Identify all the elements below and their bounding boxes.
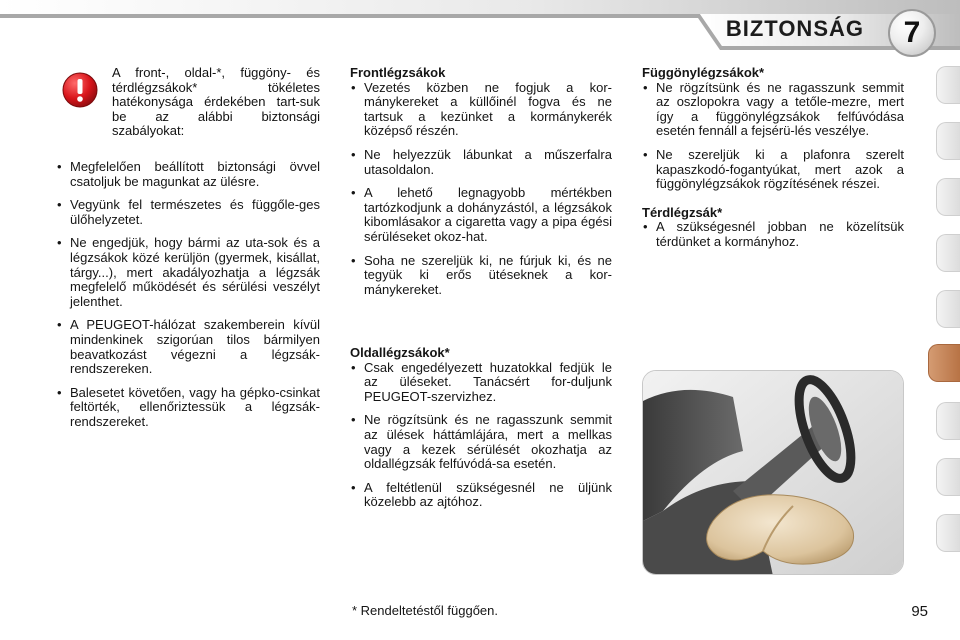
front-airbags-heading: Frontlégzsákok	[350, 65, 446, 80]
chapter-tab[interactable]	[936, 514, 960, 552]
curtain-knee-airbags-section	[642, 66, 904, 259]
list-item: • Ne helyezzük lábunkat a műszerfalra utasoldalon.	[350, 148, 612, 177]
chapter-tab-active[interactable]	[928, 344, 960, 382]
chapter-tab[interactable]	[936, 178, 960, 216]
exclamation-warning-icon	[62, 72, 98, 108]
list-item: • Ne rögzítsünk és ne ragasszunk semmit az ülések háttámlájára, mert a mellkas vagy a kezek sérülését okozhatja az oldallégzsák felfúvódá-sa esetén.	[350, 413, 612, 471]
page-header	[0, 0, 960, 62]
intro-paragraph: A front-, oldal-*, függöny- és térdlégzsákok* tökéletes hatékonysága érdekében tart-suk be az alábbi biztonsági szabályokat:	[112, 65, 320, 139]
list-item: • Ne engedjük, hogy bármi az uta-sok és a légzsákok közé kerüljön (gyermek, kisállat, tárgy...), mert akadályozhatja a légzsák megfelelő működését és sérülési veszélyt jelenthet.	[56, 236, 320, 309]
list-item: • Soha ne szereljük ki, ne fúrjuk ki, és ne tegyük ki erős ütéseknek a kor-mánykereket.	[350, 254, 612, 298]
knee-airbag-illustration	[642, 370, 904, 575]
list-item: • Ne szereljük ki a plafonra szerelt kapaszkodó-fogantyúkat, mert azok a függönylégzsákok rögzítésének részei.	[642, 148, 904, 192]
chapter-tab[interactable]	[936, 458, 960, 496]
page-number: 95	[911, 603, 928, 620]
general-rules	[56, 160, 320, 439]
chapter-tab[interactable]	[936, 402, 960, 440]
chapter-number-badge: 7	[888, 9, 936, 57]
list-item: • Vegyünk fel természetes és függőle-ges ülőhelyzetet.	[56, 198, 320, 227]
list-item: • Megfelelően beállított biztonsági övvel csatoljuk be magunkat az ülésre.	[56, 160, 320, 189]
chapter-tab[interactable]	[936, 234, 960, 272]
list-item: • A feltétlenül szükségesnél ne üljünk közelebb az ajtóhoz.	[350, 481, 612, 510]
section-title: BIZTONSÁG	[725, 16, 864, 41]
front-airbags-section	[350, 66, 612, 306]
chapter-tab[interactable]	[936, 66, 960, 104]
footnote: * Rendeltetéstől függően.	[352, 603, 498, 618]
knee-airbag-heading: Térdlégzsák*	[642, 204, 723, 220]
list-item: • Balesetet követően, vagy ha gépko-csinkat feltörték, ellenőriztessük a légzsák-rendszereket.	[56, 386, 320, 430]
side-airbags-heading: Oldallégzsákok*	[350, 345, 450, 360]
list-item: • A lehető legnagyobb mértékben tartózkodjunk a dohányzástól, a légzsákok kibomlásakor a cigaretta vagy a pipa égési sérüléseket okoz-hat.	[350, 186, 612, 244]
chapter-tab[interactable]	[936, 122, 960, 160]
curtain-airbags-heading: Függönylégzsákok*	[642, 65, 765, 80]
side-airbags-section	[350, 346, 612, 519]
list-item: • A szükségesnél jobban ne közelítsük térdünket a kormányhoz.	[642, 220, 904, 249]
chapter-tab[interactable]	[936, 290, 960, 328]
list-item: • Csak engedélyezett huzatokkal fedjük le az üléseket. Tanácsért for-duljunk PEUGEOT-szervizhez.	[350, 361, 612, 405]
list-item: • Ne rögzítsünk és ne ragasszunk semmit az oszlopokra vagy a tetőle-mezre, mert így a függönylégzsákok felfúvódása esetén fennáll a fejsérü-lés veszélye.	[642, 81, 904, 139]
list-item: • A PEUGEOT-hálózat szakemberein kívül mindenkinek szigorúan tilos bármilyen beavatkozást végezni a légzsák-rendszereken.	[56, 318, 320, 376]
list-item: • Vezetés közben ne fogjuk a kor-mánykereket a küllőinél fogva és ne tartsuk a kezünket a kormánykerék középső részén.	[350, 81, 612, 139]
chapter-tabs	[932, 66, 960, 576]
